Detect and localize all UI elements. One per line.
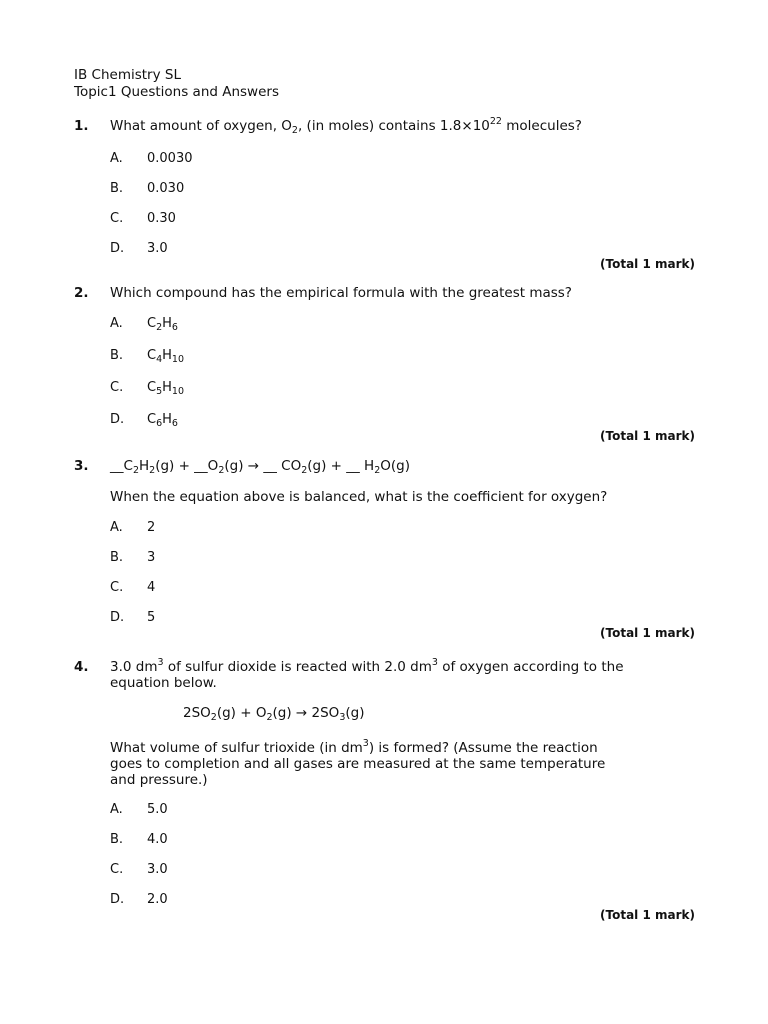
q3-option-b-value: 3 [147,550,156,565]
question-4-line-1: 3.0 $dm^3$ of sulfur dioxide is reacted with 2.0 $dm^3$ of oxygen according to the [110,657,624,675]
q3-option-b-letter: B. [110,550,124,565]
q4-option-b-letter: B. [110,832,124,847]
question-4-line-4: goes to completion and all gases are measured at the same temperature [110,756,606,772]
q3-option-c-value: 4 [147,580,156,595]
question-3-text: When the equation above is balanced, what is the coefficient for oxygen? [110,489,608,505]
question-3-number: 3. [74,458,89,474]
q4-option-d-value: 2.0 [147,892,168,907]
q2-option-c-letter: C. [110,380,124,395]
q2-total-mark: (Total 1 mark) [600,429,695,443]
q3-option-d-letter: D. [110,610,125,625]
q3-option-d-value: 5 [147,610,156,625]
q4-option-a-value: 5.0 [147,802,168,817]
q4-option-d-letter: D. [110,892,125,907]
q1-total-mark: (Total 1 mark) [600,257,695,271]
question-2-number: 2. [74,285,89,301]
q2-option-a-formula: $C_2H_6$ [147,316,178,333]
document-subtitle: Topic1 Questions and Answers [74,84,279,100]
q1-option-d-value: 3.0 [147,241,168,256]
q4-option-b-value: 4.0 [147,832,168,847]
question-3-equation: $\_\_C_2H_2(g)$ + $\_\_O_2(g)$ → __ $CO_2(g)$ + __ $H_2O(g)$ [110,458,410,476]
question-4-equation: $2SO_2(g) + O_2(g) \to 2SO_3(g)$ [183,705,365,723]
document-title: IB Chemistry SL [74,67,181,83]
question-4-number: 4. [74,659,89,675]
question-2-text: Which compound has the empirical formula with the greatest mass? [110,285,572,301]
q3-option-a-value: 2 [147,520,156,535]
q4-option-c-value: 3.0 [147,862,168,877]
q1-option-c-value: 0.30 [147,211,176,226]
q1-option-a-value: 0.0030 [147,151,193,166]
q1-option-b-letter: B. [110,181,124,196]
q3-total-mark: (Total 1 mark) [600,626,695,640]
q3-option-c-letter: C. [110,580,124,595]
q4-option-a-letter: A. [110,802,123,817]
question-1-text: What amount of oxygen, $O_2$, (in moles) contains $1.8\times 10^{22}$ molecules? [110,116,582,136]
q2-option-d-formula: $C_6H_6$ [147,412,178,429]
q1-option-b-value: 0.030 [147,181,185,196]
q2-option-c-formula: $C_5H_{10}$ [147,380,184,397]
q2-option-d-letter: D. [110,412,125,427]
q4-option-c-letter: C. [110,862,124,877]
q1-option-a-letter: A. [110,151,123,166]
q3-option-a-letter: A. [110,520,123,535]
question-4-line-2: equation below. [110,675,217,691]
question-4-line-3: What volume of sulfur trioxide (in $dm^3$) is formed? (Assume the reaction [110,738,598,756]
question-4-line-5: and pressure.) [110,772,208,788]
q2-option-b-letter: B. [110,348,124,363]
q1-option-d-letter: D. [110,241,125,256]
question-1-number: 1. [74,118,89,134]
q4-total-mark: (Total 1 mark) [600,908,695,922]
q2-option-b-formula: $C_4H_{10}$ [147,348,184,365]
q1-option-c-letter: C. [110,211,124,226]
q2-option-a-letter: A. [110,316,123,331]
